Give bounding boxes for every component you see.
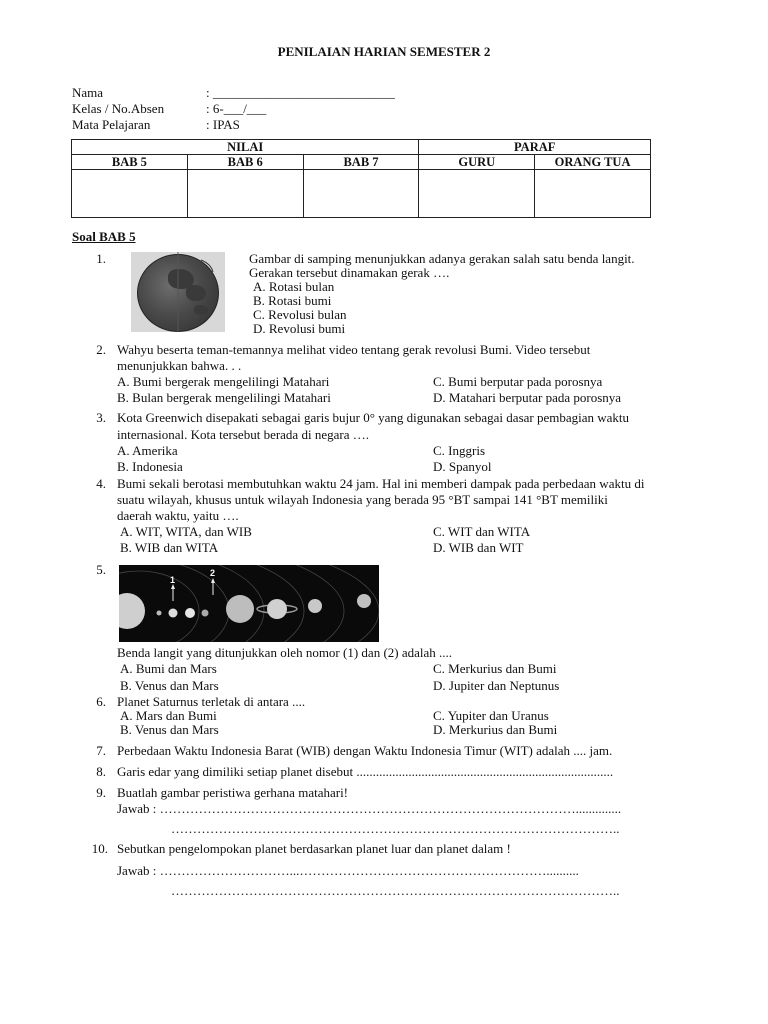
q6-number: 6. xyxy=(96,694,106,709)
q5-number: 5. xyxy=(96,562,106,577)
label-number-2: 2 xyxy=(210,568,216,578)
q2-number: 2. xyxy=(96,342,106,357)
q5-text-1: Benda langit yang ditunjukkan oleh nomor (1) dan (2) adalah .... xyxy=(117,645,453,660)
planet-icon xyxy=(308,599,322,613)
planet-icon xyxy=(357,594,371,608)
q9-answer-line-2[interactable]: ………………………………………………………………………………………….. xyxy=(171,821,620,836)
q4-option-b[interactable]: B. WIB dan WITA xyxy=(120,540,219,555)
sun-icon xyxy=(119,593,145,629)
q3-option-b[interactable]: B. Indonesia xyxy=(117,459,183,474)
field-nama[interactable]: : ____________________________ xyxy=(206,85,395,100)
cell-bab7[interactable] xyxy=(303,170,419,218)
rotation-arrow-icon xyxy=(131,252,225,332)
label-kelas: Kelas / No.Absen xyxy=(72,101,165,116)
q4-option-a[interactable]: A. WIT, WITA, dan WIB xyxy=(120,524,252,539)
earth-rotation-image xyxy=(131,252,225,332)
col-bab6: BAB 6 xyxy=(187,155,303,170)
cell-orang-tua[interactable] xyxy=(535,170,651,218)
q6-option-c[interactable]: C. Yupiter dan Uranus xyxy=(433,708,549,723)
label-nama: Nama xyxy=(72,85,104,100)
planet-icon xyxy=(169,609,178,618)
q6-option-a[interactable]: A. Mars dan Bumi xyxy=(120,708,217,723)
q8-text-1[interactable]: Garis edar yang dimiliki setiap planet disebut ............................................................................... xyxy=(117,764,614,779)
q2-option-a[interactable]: A. Bumi bergerak mengelilingi Matahari xyxy=(117,374,330,389)
planet-icon xyxy=(202,610,209,617)
planet-icon xyxy=(267,599,287,619)
q9-text-1: Buatlah gambar peristiwa gerhana matahari! xyxy=(117,785,349,800)
page-title: PENILAIAN HARIAN SEMESTER 2 xyxy=(277,44,491,59)
q2-option-d[interactable]: D. Matahari berputar pada porosnya xyxy=(433,390,622,405)
q4-text-3: daerah waktu, yaitu …. xyxy=(117,508,239,523)
q7-number: 7. xyxy=(96,743,106,758)
q5-option-d[interactable]: D. Jupiter dan Neptunus xyxy=(433,678,560,693)
q6-option-d[interactable]: D. Merkurius dan Bumi xyxy=(433,722,558,737)
planet-icon xyxy=(185,608,195,618)
q3-text-1: Kota Greenwich disepakati sebagai garis bujur 0° yang digunakan sebagai dasar pembagian waktu xyxy=(117,410,630,425)
planet-icon xyxy=(226,595,254,623)
q4-option-c[interactable]: C. WIT dan WITA xyxy=(433,524,531,539)
cell-guru[interactable] xyxy=(419,170,535,218)
label-mapel: Mata Pelajaran xyxy=(72,117,151,132)
q8-number: 8. xyxy=(96,764,106,779)
q4-option-d[interactable]: D. WIB dan WIT xyxy=(433,540,524,555)
cell-bab6[interactable] xyxy=(187,170,303,218)
label-number-1: 1 xyxy=(170,575,176,585)
q4-text-2: suatu wilayah, khusus untuk wilayah Indonesia yang berada 95 °BT sampai 141 °BT memiliki xyxy=(117,492,608,507)
q5-option-c[interactable]: C. Merkurius dan Bumi xyxy=(433,661,557,676)
q4-number: 4. xyxy=(96,476,106,491)
field-kelas[interactable]: : 6-___/___ xyxy=(206,101,267,116)
field-mapel: : IPAS xyxy=(206,117,240,132)
q1-option-a[interactable]: A. Rotasi bulan xyxy=(253,279,335,294)
q9-answer-line-1[interactable]: Jawab : …………………………………………………………………………………….............. xyxy=(117,801,622,816)
score-table xyxy=(71,139,651,218)
q1-option-d[interactable]: D. Revolusi bumi xyxy=(253,321,346,336)
q3-option-c[interactable]: C. Inggris xyxy=(433,443,485,458)
col-orang-tua: ORANG TUA xyxy=(535,155,651,170)
q10-number: 10. xyxy=(91,841,108,856)
col-bab7: BAB 7 xyxy=(303,155,419,170)
q2-option-b[interactable]: B. Bulan bergerak mengelilingi Matahari xyxy=(117,390,331,405)
q10-text-1: Sebutkan pengelompokan planet berdasarkan planet luar dan planet dalam ! xyxy=(117,841,511,856)
q1-text-1: Gambar di samping menunjukkan adanya gerakan salah satu benda langit. xyxy=(249,251,635,266)
q2-text-2: menunjukkan bahwa. . . xyxy=(117,358,242,373)
q10-answer-line-2[interactable]: ………………………………………………………………………………………….. xyxy=(171,883,620,898)
planet-icon xyxy=(157,611,162,616)
q5-option-b[interactable]: B. Venus dan Mars xyxy=(120,678,219,693)
q4-text-1: Bumi sekali berotasi membutuhkan waktu 24 jam. Hal ini memberi dampak pada perbedaan waktu di xyxy=(117,476,645,491)
q3-number: 3. xyxy=(96,410,106,425)
q7-text-1: Perbedaan Waktu Indonesia Barat (WIB) dengan Waktu Indonesia Timur (WIT) adalah .... jam. xyxy=(117,743,613,758)
section-title: Soal BAB 5 xyxy=(72,229,136,244)
q6-text-1: Planet Saturnus terletak di antara .... xyxy=(117,694,306,709)
col-bab5: BAB 5 xyxy=(72,155,188,170)
q10-answer-line-1[interactable]: Jawab : …………………………...………………………………………………….......... xyxy=(117,863,579,878)
header-paraf: PARAF xyxy=(419,140,651,155)
q5-option-a[interactable]: A. Bumi dan Mars xyxy=(120,661,217,676)
q3-option-d[interactable]: D. Spanyol xyxy=(433,459,492,474)
solar-system-image xyxy=(119,565,379,642)
q1-number: 1. xyxy=(96,251,106,266)
q3-option-a[interactable]: A. Amerika xyxy=(117,443,178,458)
q6-option-b[interactable]: B. Venus dan Mars xyxy=(120,722,219,737)
q1-option-b[interactable]: B. Rotasi bumi xyxy=(253,293,332,308)
q3-text-2: internasional. Kota tersebut berada di negara …. xyxy=(117,427,369,442)
header-nilai: NILAI xyxy=(72,140,419,155)
col-guru: GURU xyxy=(419,155,535,170)
q2-text-1: Wahyu beserta teman-temannya melihat video tentang gerak revolusi Bumi. Video tersebut xyxy=(117,342,591,357)
cell-bab5[interactable] xyxy=(72,170,188,218)
q2-option-c[interactable]: C. Bumi berputar pada porosnya xyxy=(433,374,603,389)
q1-option-c[interactable]: C. Revolusi bulan xyxy=(253,307,347,322)
q9-number: 9. xyxy=(96,785,106,800)
q1-text-2: Gerakan tersebut dinamakan gerak …. xyxy=(249,265,450,280)
